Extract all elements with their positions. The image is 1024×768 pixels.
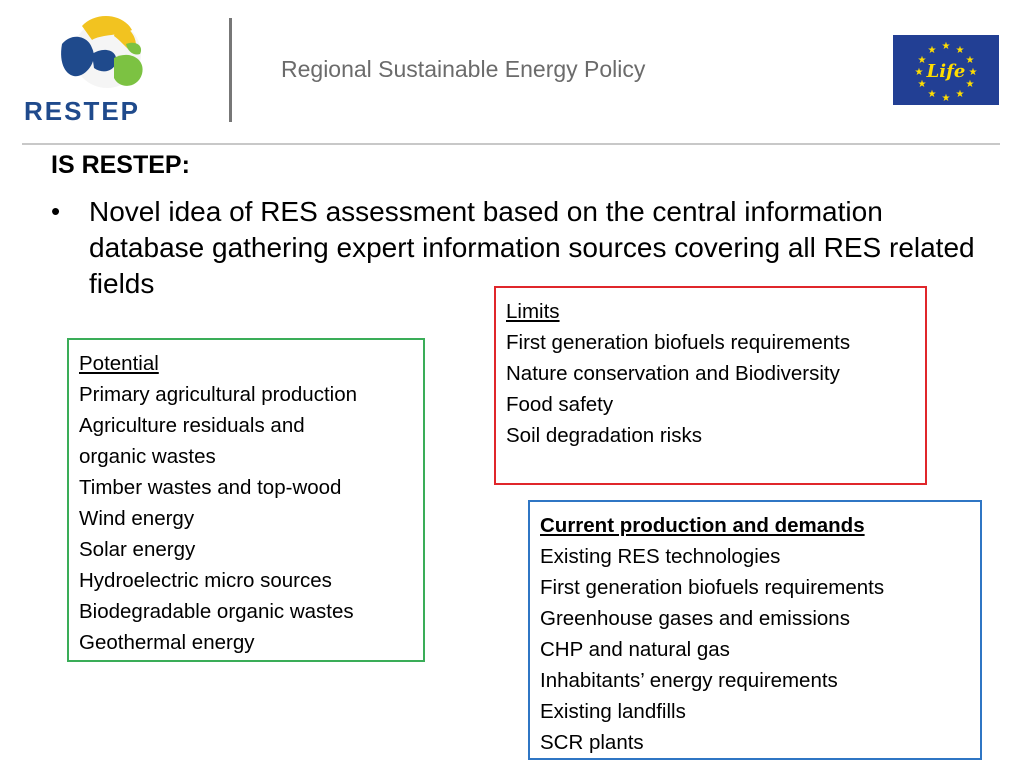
list-item: Agriculture residuals and organic wastes xyxy=(79,414,305,468)
eu-life-logo xyxy=(893,35,999,105)
eu-logo-text: Life xyxy=(926,61,966,82)
svg-text:★: ★ xyxy=(941,41,951,52)
list-item: Existing RES technologies xyxy=(540,545,781,568)
slide-heading: IS RESTEP: xyxy=(51,151,190,179)
list-item: Hydroelectric micro sources xyxy=(79,569,332,592)
list-item: Primary agricultural production xyxy=(79,383,358,406)
limits-box xyxy=(494,286,927,485)
list-item: Existing landfills xyxy=(540,700,686,723)
list-item: SCR plants xyxy=(540,731,644,754)
list-item: Wind energy xyxy=(79,507,195,530)
list-item: Food safety xyxy=(506,393,614,416)
potential-title: Potential xyxy=(79,352,159,375)
current-production-box xyxy=(528,500,982,760)
svg-text:★: ★ xyxy=(927,89,937,100)
svg-text:★: ★ xyxy=(968,67,978,78)
list-item: Inhabitants’ energy requirements xyxy=(540,669,838,692)
list-item: Soil degradation risks xyxy=(506,424,702,447)
potential-box xyxy=(67,338,425,662)
header-divider xyxy=(229,18,232,122)
list-item: First generation biofuels requirements xyxy=(540,576,885,599)
svg-text:★: ★ xyxy=(965,79,975,90)
eu-stars-icon xyxy=(893,35,999,105)
svg-text:★: ★ xyxy=(955,89,965,100)
header-rule xyxy=(22,143,1000,145)
svg-text:★: ★ xyxy=(927,45,937,56)
bullet-text: Novel idea of RES assessment based on the central information database gathering expert information sources covering all RES related fields xyxy=(89,196,975,299)
list-item: Geothermal energy xyxy=(79,631,255,654)
list-item: Biodegradable organic wastes xyxy=(79,600,354,623)
list-item: CHP and natural gas xyxy=(540,638,730,661)
svg-text:★: ★ xyxy=(917,79,927,90)
list-item: Timber wastes and top-wood xyxy=(79,476,342,499)
list-item: Nature conservation and Biodiversity xyxy=(506,362,840,385)
svg-text:★: ★ xyxy=(965,55,975,66)
list-item: Solar energy xyxy=(79,538,196,561)
logo-wordmark: RESTEP xyxy=(24,96,141,126)
header-tagline: Regional Sustainable Energy Policy xyxy=(281,56,646,82)
limits-title: Limits xyxy=(506,300,560,323)
bullet-marker: • xyxy=(51,196,61,226)
globe-icon xyxy=(22,14,187,99)
svg-text:★: ★ xyxy=(941,93,951,104)
svg-text:★: ★ xyxy=(955,45,965,56)
svg-text:★: ★ xyxy=(917,55,927,66)
current-title: Current production and demands xyxy=(540,514,865,537)
svg-text:★: ★ xyxy=(914,67,924,78)
list-item: First generation biofuels requirements xyxy=(506,331,851,354)
list-item: Greenhouse gases and emissions xyxy=(540,607,850,630)
